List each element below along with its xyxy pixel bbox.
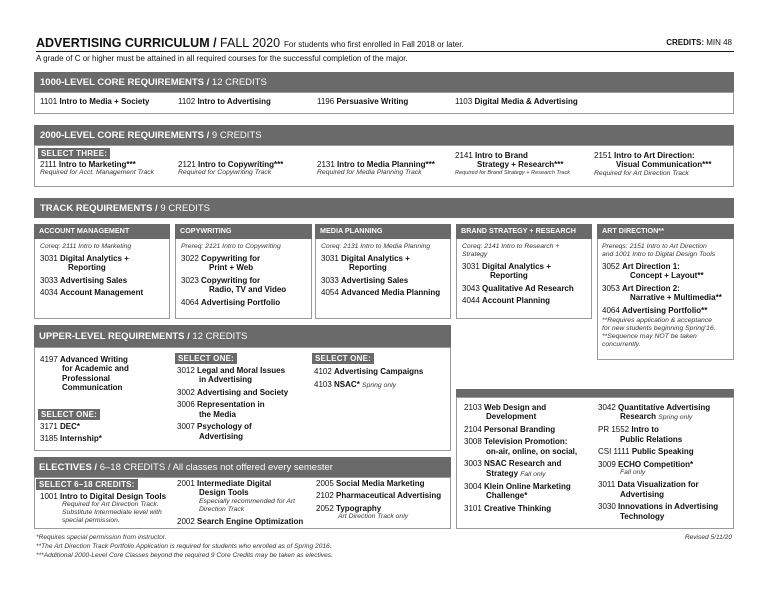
course-note: Fall only (520, 470, 546, 478)
course-name: Internship* (60, 434, 102, 443)
course-name: Intro to Art Direction: (614, 151, 695, 160)
page-title (36, 36, 464, 51)
course-name: Pharmaceutical Advertising (336, 491, 442, 500)
course-name-line2: Visual Communication*** (616, 160, 712, 170)
course-num: 3042 (598, 403, 616, 412)
track-copy-header: COPYWRITING (175, 224, 312, 239)
course-name: NSAC* (334, 380, 360, 389)
course-note-line2: Direction Track (199, 505, 245, 513)
course-num: 2121 (178, 160, 196, 169)
course-num: 1101 (40, 97, 58, 106)
course-num: 1001 (40, 492, 58, 501)
course-num: 1196 (317, 97, 335, 106)
footnote-2: **The Art Direction Track Portfolio Application is required for students who enrolled as of Spring 2016. (36, 543, 332, 550)
course-name: Copywriting for (201, 254, 261, 264)
course-num: 4197 (40, 355, 58, 364)
course-num: PR 1552 (598, 425, 630, 435)
course-3030 (598, 502, 732, 521)
course-1103 (455, 97, 578, 106)
upper-header (34, 325, 451, 347)
course-num: 2104 (464, 424, 482, 434)
course-4034 (40, 288, 168, 297)
course-name: Digital Analytics + (341, 254, 410, 264)
course-2141 (455, 151, 570, 176)
track-account-coreq: Coreq: 2111 Intro to Marketing (40, 243, 132, 250)
course-num: 4064 (181, 297, 199, 307)
course-2111 (40, 160, 154, 177)
track-copy-prereq: Prereq: 2121 Intro to Copywriting (181, 243, 281, 250)
course-name: Intro to Media Planning*** (337, 160, 435, 169)
course-num: 3033 (40, 275, 58, 285)
course-num: 4044 (462, 296, 480, 306)
course-num: 3008 (464, 437, 482, 447)
course-name: Social Media Marketing (336, 479, 425, 488)
course-name: Persuasive Writing (336, 97, 409, 106)
course-num: 3053 (602, 283, 620, 293)
credits-value: MIN 48 (703, 38, 732, 47)
course-2052 (316, 504, 408, 521)
course-num: 2002 (177, 517, 195, 526)
course-name: Intro to (631, 425, 659, 435)
course-name: Innovations in Advertising (618, 502, 719, 512)
track-art-prereq: Prereqs: 2151 Intro to Art Direction (602, 243, 707, 250)
course-3007 (177, 422, 312, 441)
course-name-line2: Design Tools (199, 488, 249, 498)
track-brand-content (462, 243, 590, 306)
course-name: Advertising Sales (60, 275, 128, 285)
course-pr1552 (598, 425, 732, 444)
course-3011 (598, 480, 732, 499)
course-2005 (316, 479, 425, 488)
track-art-prereq-line2: and 1001 Intro to Digital Design Tools (602, 251, 716, 259)
select-credits-tag: SELECT 6–18 CREDITS: (36, 479, 138, 490)
upper-credits: 12 CREDITS (189, 331, 248, 342)
course-num: 2103 (464, 403, 482, 412)
revised-date: Revised 5/11/20 (684, 534, 732, 541)
grade-note: A grade of C or higher must be attained in all required courses for the successful completion of the major. (36, 54, 408, 63)
course-4197 (40, 355, 170, 393)
course-name: Advanced Writing (60, 355, 128, 364)
track-credits: 9 CREDITS (157, 203, 210, 214)
course-note: Required for Media Planning Track (317, 169, 422, 177)
course-num: 3031 (462, 262, 480, 272)
course-name: NSAC Research and (484, 459, 562, 469)
select-one-tag-2: SELECT ONE: (175, 353, 237, 364)
course-3003 (464, 459, 594, 478)
course-note: Art Direction Track only (338, 513, 409, 521)
course-name: Representation in (197, 400, 265, 410)
course-3009 (598, 460, 732, 477)
header-rule (36, 51, 734, 52)
title-main: ADVERTISING CURRICULUM / (36, 36, 217, 50)
course-name: Intro to Copywriting*** (198, 160, 284, 169)
core-2000-title: 2000-LEVEL CORE REQUIREMENTS / (40, 130, 210, 141)
select-three-tag: SELECT THREE: (38, 148, 110, 159)
course-name: Television Promotion: (484, 437, 568, 447)
course-3185 (40, 434, 102, 443)
course-name: Advertising Portfolio** (622, 305, 708, 315)
course-num: 1102 (178, 97, 196, 106)
electives-header (34, 457, 451, 477)
course-4054 (321, 288, 451, 297)
course-name: Personal Branding (484, 424, 556, 434)
course-note: Especially recommended for Art (199, 497, 296, 505)
course-name: Legal and Moral Issues (197, 366, 286, 375)
course-name: Search Engine Optimization (197, 517, 304, 526)
electives-col-a (464, 403, 594, 513)
course-name: Advanced Media Planning (341, 288, 441, 298)
course-3008 (464, 437, 594, 456)
course-note: Required for Copywriting Track (178, 169, 272, 177)
course-num: 3022 (181, 254, 199, 264)
course-num: 2111 (40, 160, 57, 169)
core-1000-title: 1000-LEVEL CORE REQUIREMENTS / (40, 77, 210, 88)
course-3033-media (321, 276, 451, 285)
course-3004 (464, 482, 594, 501)
course-num: 3023 (181, 275, 199, 285)
course-name: Art Direction 1: (622, 262, 680, 272)
credits-label: CREDITS: (666, 38, 704, 47)
course-num: 4054 (321, 288, 339, 298)
course-1102 (178, 97, 271, 106)
course-note: Fall only (620, 469, 646, 477)
course-num: 3012 (177, 366, 195, 375)
course-note: Required for Acct. Management Track (40, 169, 155, 177)
course-name: Intermediate Digital (197, 479, 272, 488)
course-name: Advertising Sales (341, 275, 409, 285)
course-num: 2005 (316, 479, 334, 488)
course-num: 3185 (40, 434, 58, 443)
course-name: Art Direction 2: (622, 283, 680, 293)
course-4102 (314, 367, 423, 376)
course-name: Intro to Brand (475, 151, 528, 160)
course-csi1111 (598, 447, 732, 456)
course-name-line2: Narrative + Multimedia** (630, 293, 722, 303)
track-account-content (40, 243, 168, 298)
course-name-line2: Reporting (68, 263, 106, 273)
course-num: 4064 (602, 305, 620, 315)
course-1001 (40, 492, 174, 525)
track-copy-content (181, 243, 309, 307)
course-name-line2: Print + Web (209, 263, 254, 273)
course-2104 (464, 425, 594, 434)
course-name: Account Management (60, 288, 144, 298)
course-3101 (464, 504, 594, 513)
select-one-tag-3: SELECT ONE: (312, 353, 374, 364)
course-name-line2: Development (486, 412, 537, 422)
course-note: Required for Art Direction Track. (62, 501, 159, 509)
track-brand-coreq-line2: Strategy (462, 251, 488, 259)
course-num: 2102 (316, 491, 334, 500)
course-name: Copywriting for (201, 275, 261, 285)
course-num: 3043 (462, 283, 480, 293)
course-num: 2131 (317, 160, 335, 169)
course-name: Intro to Advertising (197, 97, 271, 106)
electives-right-bar (456, 389, 734, 397)
course-num: 3009 (598, 459, 616, 469)
course-name-line2: Advertising (199, 431, 244, 441)
course-name-line2: Research (620, 412, 657, 422)
course-name: Advertising and Society (197, 387, 289, 397)
upper-col2 (177, 366, 312, 441)
course-name-line4: Communication (62, 383, 123, 393)
course-3042 (598, 403, 732, 422)
track-title: TRACK REQUIREMENTS / (40, 203, 158, 214)
course-3043 (462, 284, 590, 293)
track-media-header: MEDIA PLANNING (315, 224, 451, 239)
course-name: Intro to Digital Design Tools (60, 492, 167, 501)
course-name: Public Speaking (631, 447, 694, 457)
course-num: 3006 (177, 400, 195, 410)
course-2151 (594, 151, 711, 178)
course-2131 (317, 160, 435, 177)
course-num: 3101 (464, 503, 482, 513)
footnote-3: ***Additional 2000-Level Core Classes beyond the required 9 Core Credits may be taken as electives. (36, 552, 333, 559)
course-num: 3011 (598, 480, 616, 490)
course-num: 2141 (455, 151, 473, 160)
track-media-content (321, 243, 451, 298)
course-num: 3007 (177, 422, 195, 432)
course-name: Data Visualization for (617, 480, 699, 490)
course-num: 2001 (177, 479, 195, 488)
track-account-header: ACCOUNT MANAGEMENT (34, 224, 170, 239)
course-name: Psychology of (197, 422, 252, 432)
electives-col-b (598, 403, 732, 521)
course-name: Qualitative Ad Research (482, 283, 574, 293)
credits-summary (666, 38, 732, 47)
course-num: 3171 (40, 422, 58, 431)
track-art-header: ART DIRECTION** (597, 224, 734, 239)
course-3053 (602, 284, 732, 303)
course-name: ECHO Competition* (618, 459, 694, 469)
course-name-line2: Reporting (349, 263, 387, 273)
core-2000-credits: 9 CREDITS (209, 130, 262, 141)
course-4044 (462, 296, 590, 305)
course-name: Web Design and (484, 403, 547, 412)
course-num: 3052 (602, 262, 620, 272)
course-num: 1103 (455, 97, 473, 106)
course-name: Digital Analytics + (482, 262, 551, 272)
course-name: Creative Thinking (484, 503, 552, 513)
core-2000-header (34, 125, 734, 145)
course-num: 2052 (316, 504, 334, 513)
course-name: Account Planning (482, 296, 551, 306)
course-num: CSI 1111 (598, 447, 630, 457)
course-2121 (178, 160, 283, 177)
course-name-line2: Public Relations (620, 434, 683, 444)
course-2001 (177, 479, 312, 514)
track-header (34, 198, 734, 218)
course-name-line2: Concept + Layout** (630, 271, 704, 281)
course-1196 (317, 97, 408, 106)
course-num: 3030 (598, 502, 616, 512)
course-name-line2: Reporting (490, 271, 528, 281)
course-4064-art (602, 306, 732, 315)
course-3171 (40, 422, 80, 431)
title-term: FALL 2020 (216, 36, 281, 50)
course-2002 (177, 517, 303, 526)
course-num: 4102 (314, 367, 332, 376)
track-brand-coreq: Coreq: 2141 Intro to Research + (462, 243, 560, 250)
course-num: 3002 (177, 387, 195, 397)
course-name: Advertising Portfolio (201, 297, 281, 307)
upper-title: UPPER-LEVEL REQUIREMENTS / (39, 331, 190, 342)
course-name: Typography (336, 504, 382, 513)
course-name-line2: Strategy + Research*** (477, 160, 564, 170)
course-note-line3: special permission. (62, 517, 120, 525)
course-name-line3: Professional (62, 373, 111, 383)
course-num: 3031 (321, 254, 339, 264)
course-3052 (602, 262, 732, 281)
course-name-line2: Advertising (620, 489, 665, 499)
course-name-line2: Strategy (486, 468, 519, 478)
select-one-tag-1: SELECT ONE: (38, 409, 100, 420)
course-num: 3033 (321, 275, 339, 285)
electives-title: ELECTIVES / (39, 462, 98, 473)
course-name-line2: the Media (199, 409, 236, 419)
course-note-line2: Substitute Intermediate level with (62, 509, 162, 517)
course-num: 4103 (314, 380, 332, 389)
track-art-note-line3: **Sequence may NOT be taken (602, 333, 697, 341)
course-num: 3003 (464, 459, 482, 469)
track-art-note: **Requires application & acceptance (602, 317, 712, 325)
course-name: Quantitative Advertising (618, 403, 711, 412)
course-2103 (464, 403, 594, 422)
course-2102 (316, 491, 441, 500)
course-3031 (40, 254, 168, 273)
course-name-line2: Radio, TV and Video (209, 285, 287, 295)
course-name: Digital Media & Advertising (474, 97, 578, 106)
course-num: 3004 (464, 481, 482, 491)
course-name-line2: for Academic and (62, 364, 129, 374)
course-4103 (314, 380, 396, 390)
course-note: Spring only (362, 382, 397, 389)
course-name-line2: on-air, online, on social, (486, 446, 578, 456)
course-3006 (177, 400, 312, 419)
course-name: Intro to Media + Society (59, 97, 150, 106)
course-4064 (181, 298, 309, 307)
core-1000-header (34, 72, 734, 92)
course-note: Required for Brand Strategy + Research Track (455, 169, 571, 176)
track-art-content (602, 243, 732, 349)
course-name-line2: Technology (620, 511, 665, 521)
course-3023 (181, 276, 309, 295)
track-art-note-line4: concurrently. (602, 341, 641, 349)
track-media-coreq: Coreq: 2131 Intro to Media Planning (321, 243, 431, 250)
course-3031-media (321, 254, 451, 273)
course-name: Klein Online Marketing (484, 481, 571, 491)
electives-credits: 6–18 CREDITS / All classes not offered every semester (97, 462, 333, 473)
course-note: Required for Art Direction Track (594, 169, 689, 177)
course-3012 (177, 366, 312, 385)
course-3022 (181, 254, 309, 273)
course-name: Digital Analytics + (60, 254, 129, 264)
course-1101 (40, 97, 149, 106)
course-name: Intro to Marketing*** (58, 160, 136, 169)
core-1000-credits: 12 CREDITS (209, 77, 267, 88)
course-name: Advertising Campaigns (334, 367, 424, 376)
track-brand-header: BRAND STRATEGY + RESEARCH (456, 224, 592, 239)
course-name-line2: Challenge* (486, 491, 528, 501)
course-num: 4034 (40, 288, 58, 298)
course-3031-brand (462, 262, 590, 281)
course-name-line2: in Advertising (199, 375, 253, 385)
course-note: Spring only (658, 414, 693, 422)
course-name: DEC* (60, 422, 81, 431)
track-art-note-line2: for new students beginning Spring'16. (602, 325, 716, 333)
footnote-1: *Requires special permission from instructor. (36, 534, 167, 541)
course-3033 (40, 276, 168, 285)
course-num: 3031 (40, 254, 58, 264)
course-3002 (177, 388, 312, 397)
course-num: 2151 (594, 151, 612, 160)
title-subtitle: For students who first enrolled in Fall 2018 or later. (284, 40, 464, 49)
